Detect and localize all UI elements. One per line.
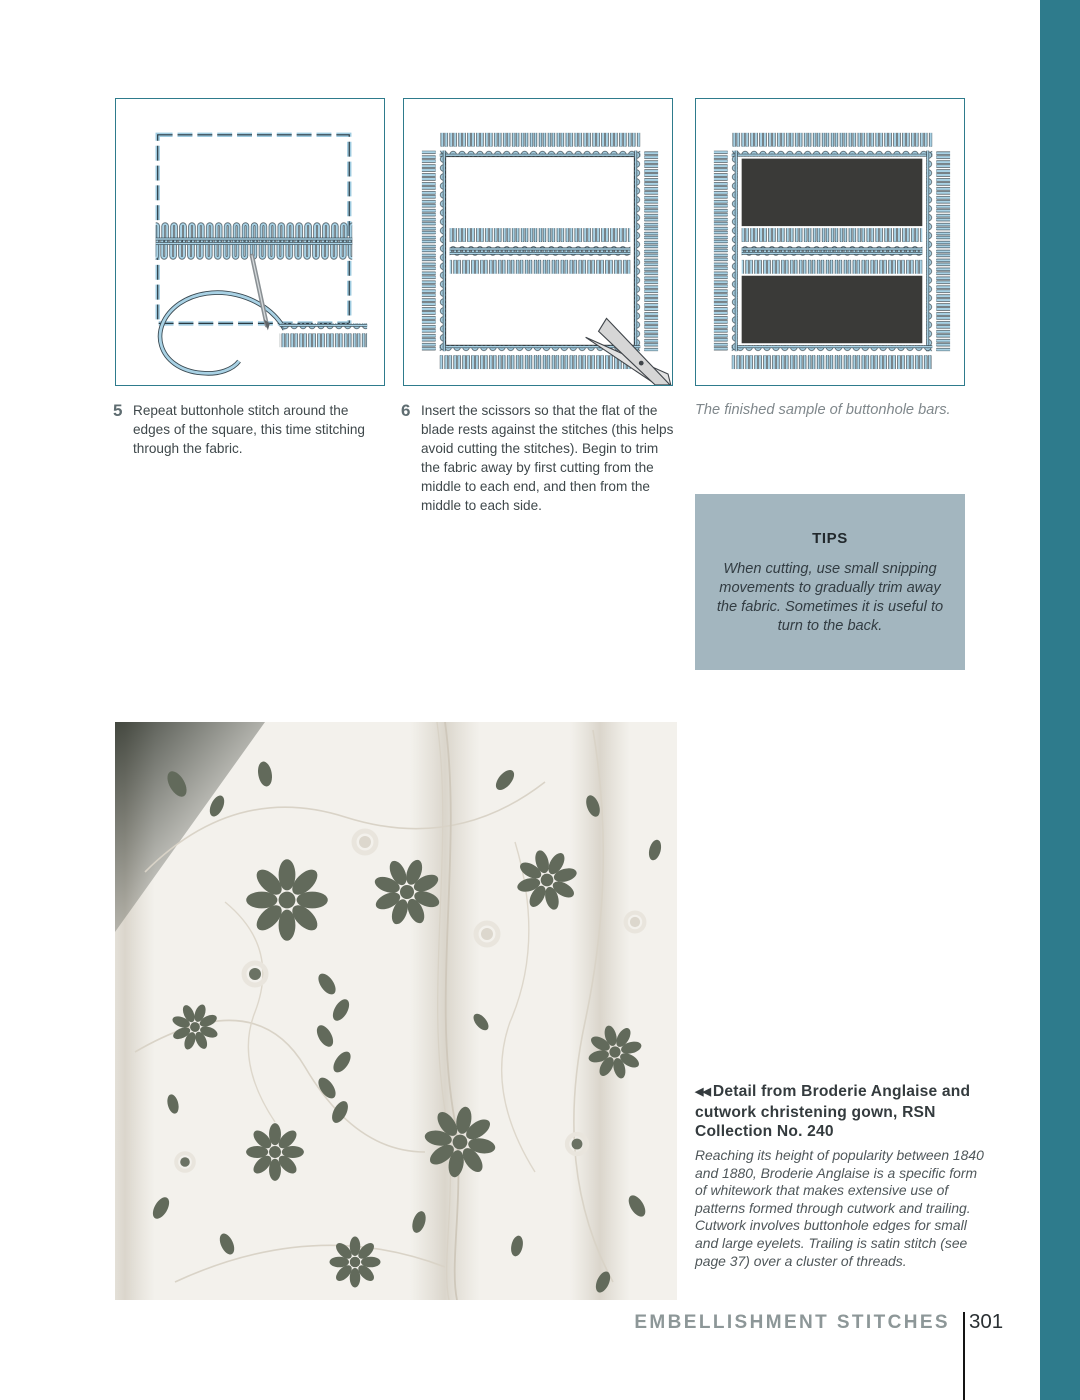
tips-title: TIPS (812, 530, 848, 547)
buttonhole-bars-finished-icon (696, 99, 964, 385)
buttonhole-cutting-diagram-icon (404, 99, 672, 385)
broderie-anglaise-photo (115, 722, 677, 1300)
figure-step6-illustration (403, 98, 673, 386)
figure-finished-sample (695, 98, 965, 386)
figure-step5-illustration (115, 98, 385, 386)
section-title: EMBELLISHMENT STITCHES (634, 1312, 950, 1333)
photo-caption (695, 1082, 987, 1270)
photo-caption-body: Reaching its height of popularity between 1840 and 1880, Broderie Anglaise is a specific form of whitework that makes extensive use of patterns formed through cutwork and trailing. Cutwork involves buttonhole edges for small and large eyelets. Trailing is satin stitch (see page 37) over a cluster of threads. (695, 1147, 984, 1269)
tips-body: When cutting, use small snipping movements to gradually trim away the fabric. Sometimes it is useful to turn to the back. (716, 561, 944, 634)
photo-caption-heading-text: Detail from Broderie Anglaise and cutwork christening gown, RSN Collection No. 240 (695, 1083, 971, 1140)
finished-sample-caption: The finished sample of buttonhole bars. (695, 402, 951, 418)
tips-box (695, 494, 965, 670)
footer-divider (963, 1312, 965, 1400)
step-6-text: Insert the scissors so that the flat of the blade rests against the stitches (this helps avoid cutting the stitches). Begin to trim the fabric away by first cutting from the middle to each end, and then from the middle to each side. (421, 403, 674, 513)
step-5 (113, 401, 389, 458)
step-5-number: 5 (113, 401, 123, 420)
step-6-number: 6 (401, 401, 411, 420)
double-left-arrows-icon: ◀◀ (695, 1086, 710, 1098)
photo-caption-heading (695, 1082, 987, 1141)
step-5-text: Repeat buttonhole stitch around the edges of the square, this time stitching through the fabric. (133, 403, 365, 456)
page-number: 301 (969, 1310, 1004, 1333)
buttonhole-square-diagram-icon (116, 99, 384, 385)
page-edge-accent-bar (1040, 0, 1080, 1400)
step-6 (401, 401, 677, 515)
